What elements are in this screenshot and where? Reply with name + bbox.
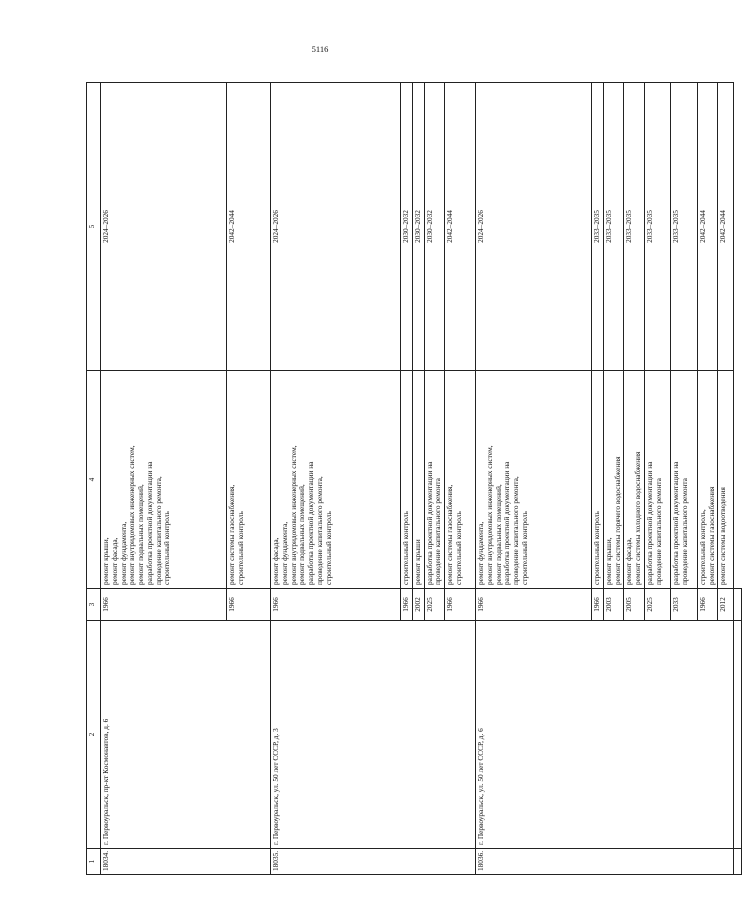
- table-row: [476, 83, 592, 875]
- work-year: 2025: [424, 589, 445, 621]
- empty-cell: [734, 589, 742, 621]
- work-period: 2033–2035: [644, 83, 670, 371]
- work-period: 2033–2035: [670, 83, 697, 371]
- work-year: 2002: [412, 589, 424, 621]
- work-period: 2024–2026: [476, 83, 592, 371]
- work-year: 1966: [592, 589, 604, 621]
- work-description: ремонт системы газоснабжения, строительный контроль: [227, 371, 271, 589]
- work-description: ремонт фасада, ремонт системы холодного водоснабжения: [624, 371, 645, 589]
- work-description: ремонт системы газоснабжения, строительный контроль: [445, 371, 476, 589]
- page-number: 5116: [311, 44, 329, 54]
- column-number-row: [87, 83, 101, 875]
- rotated-table-wrapper: [86, 83, 728, 875]
- work-period: 2030–2032: [412, 83, 424, 371]
- work-description: строительный контроль: [401, 371, 413, 589]
- table-row: [101, 83, 227, 875]
- record-number: 18034.: [101, 849, 271, 875]
- work-description: ремонт фундамента, ремонт внутридомовых инженерных систем, ремонт подвальных помещений, разработка проектной документации на проведение капитального ремонта, строительный контроль: [476, 371, 592, 589]
- column-number: 1: [87, 849, 101, 875]
- work-description: ремонт крыши: [412, 371, 424, 589]
- work-period: 2024–2026: [271, 83, 401, 371]
- column-number: 3: [87, 589, 101, 621]
- work-year: 2005: [624, 589, 645, 621]
- record-number: 18035.: [271, 849, 476, 875]
- work-period: 2024–2026: [101, 83, 227, 371]
- record-address: г. Первоуральск, ул. 50 лет СССР, д. 3: [271, 621, 476, 849]
- record-address: г. Первоуральск, ул. 50 лет СССР, д. 6: [476, 621, 734, 849]
- work-period: 2033–2035: [624, 83, 645, 371]
- work-description: ремонт фасада, ремонт фундамента, ремонт внутридомовых инженерных систем, ремонт подвальных помещений, разработка проектной документации на проведение капитального ремонта, строительный контроль: [271, 371, 401, 589]
- work-description: разработка проектной документации на проведение капитального ремонта: [670, 371, 697, 589]
- empty-cell: [734, 849, 742, 875]
- work-period: 2030–2032: [401, 83, 413, 371]
- work-year: 1966: [697, 589, 718, 621]
- column-number: 4: [87, 371, 101, 589]
- table-row: [271, 83, 401, 875]
- record-address: г. Первоуральск, пр-кт Космонавтов, д. 6: [101, 621, 271, 849]
- work-year: 2012: [718, 589, 734, 621]
- work-description: ремонт системы водоотведения: [718, 371, 734, 589]
- work-description: строительный контроль: [592, 371, 604, 589]
- work-period: 2042–2044: [718, 83, 734, 371]
- work-period: 2042–2044: [445, 83, 476, 371]
- work-year: 1966: [476, 589, 592, 621]
- work-year: 1966: [271, 589, 401, 621]
- record-number: 18036.: [476, 849, 734, 875]
- work-year: 1966: [401, 589, 413, 621]
- column-number: 2: [87, 621, 101, 849]
- empty-cell: [734, 621, 742, 849]
- work-period: 2033–2035: [592, 83, 604, 371]
- work-period: 2030–2032: [424, 83, 445, 371]
- work-year: 1966: [227, 589, 271, 621]
- work-year: 1966: [101, 589, 227, 621]
- work-year: 2033: [670, 589, 697, 621]
- work-description: ремонт крыши, ремонт системы горячего водоснабжения: [603, 371, 624, 589]
- work-period: 2033–2035: [603, 83, 624, 371]
- column-number: 5: [87, 83, 101, 371]
- work-period: 2042–2044: [697, 83, 718, 371]
- work-description: строительный контроль, ремонт системы газоснабжения: [697, 371, 718, 589]
- work-period: 2042–2044: [227, 83, 271, 371]
- repair-schedule-table: [86, 82, 742, 875]
- table-body: [87, 83, 742, 875]
- work-year: 2003: [603, 589, 624, 621]
- work-description: ремонт крыши, ремонт фасада, ремонт фундамента, ремонт внутридомовых инженерных систем, ремонт подвальных помещений, разработка проектной документации на проведение капитального ремонта, строительный контроль: [101, 371, 227, 589]
- table-row-empty: [734, 83, 742, 875]
- work-year: 1966: [445, 589, 476, 621]
- work-description: разработка проектной документации на проведение капитального ремонта: [644, 371, 670, 589]
- work-year: 2025: [644, 589, 670, 621]
- work-description: разработка проектной документации на проведение капитального ремонта: [424, 371, 445, 589]
